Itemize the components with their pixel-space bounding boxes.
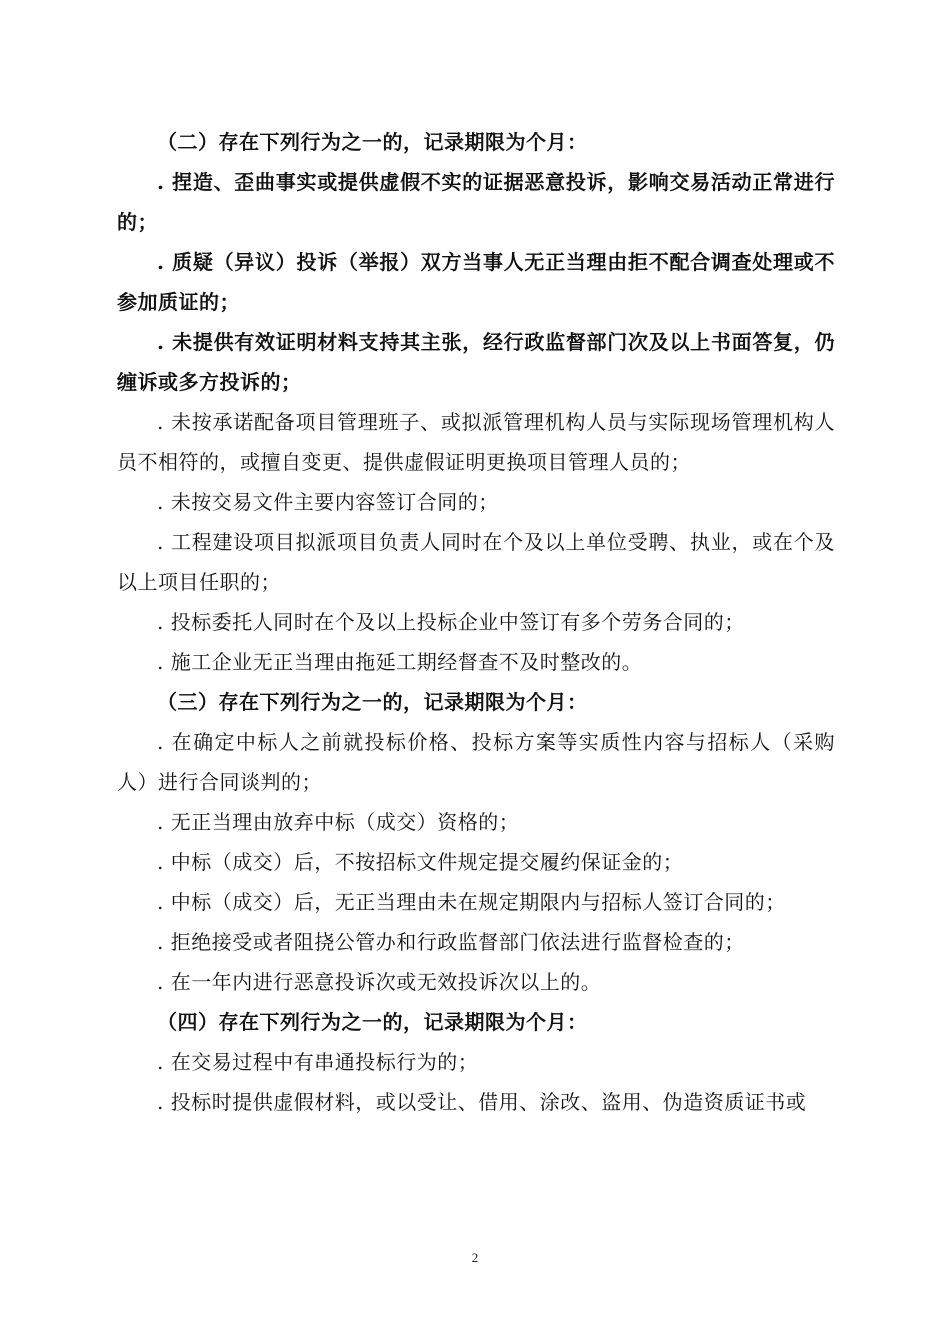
list-item: . 质疑（异议）投诉（举报）双方当事人无正当理由拒不配合调查处理或不参加质证的；	[117, 250, 835, 314]
section-heading-2: （二）存在下列行为之一的，记录期限为个月：	[157, 130, 588, 154]
list-item: . 中标（成交）后，无正当理由未在规定期限内与招标人签订合同的；	[157, 890, 786, 914]
list-item: . 工程建设项目拟派项目负责人同时在个及以上单位受聘、执业，或在个及以上项目任职的；	[117, 530, 835, 594]
list-item: . 在交易过程中有串通投标行为的；	[157, 1050, 479, 1074]
list-item: . 投标委托人同时在个及以上投标企业中签订有多个劳务合同的；	[157, 610, 745, 634]
document-body	[117, 122, 835, 1122]
section-heading-3: （三）存在下列行为之一的，记录期限为个月：	[157, 690, 588, 714]
list-item: . 在一年内进行恶意投诉次或无效投诉次以上的。	[157, 970, 602, 994]
section-heading-4: （四）存在下列行为之一的，记录期限为个月：	[157, 1010, 588, 1034]
list-item: . 投标时提供虚假材料，或以受让、借用、涂改、盗用、伪造资质证书或	[157, 1090, 807, 1114]
page-number: 2	[471, 1250, 479, 1265]
list-item: . 无正当理由放弃中标（成交）资格的；	[157, 810, 520, 834]
list-item: . 未按承诺配备项目管理班子、或拟派管理机构人员与实际现场管理机构人员不相符的，或擅自变更、提供虚假证明更换项目管理人员的；	[117, 410, 835, 474]
list-item: . 中标（成交）后，不按招标文件规定提交履约保证金的；	[157, 850, 684, 874]
list-item: . 未提供有效证明材料支持其主张，经行政监督部门次及以上书面答复，仍缠诉或多方投诉的；	[117, 330, 835, 394]
list-item: . 捏造、歪曲事实或提供虚假不实的证据恶意投诉，影响交易活动正常进行的；	[117, 170, 835, 234]
list-item: . 拒绝接受或者阻挠公管办和行政监督部门依法进行监督检查的；	[157, 930, 745, 954]
list-item: . 在确定中标人之前就投标价格、投标方案等实质性内容与招标人（采购人）进行合同谈判的；	[117, 730, 835, 794]
list-item: . 未按交易文件主要内容签订合同的；	[157, 490, 499, 514]
list-item: . 施工企业无正当理由拖延工期经督查不及时整改的。	[157, 650, 643, 674]
